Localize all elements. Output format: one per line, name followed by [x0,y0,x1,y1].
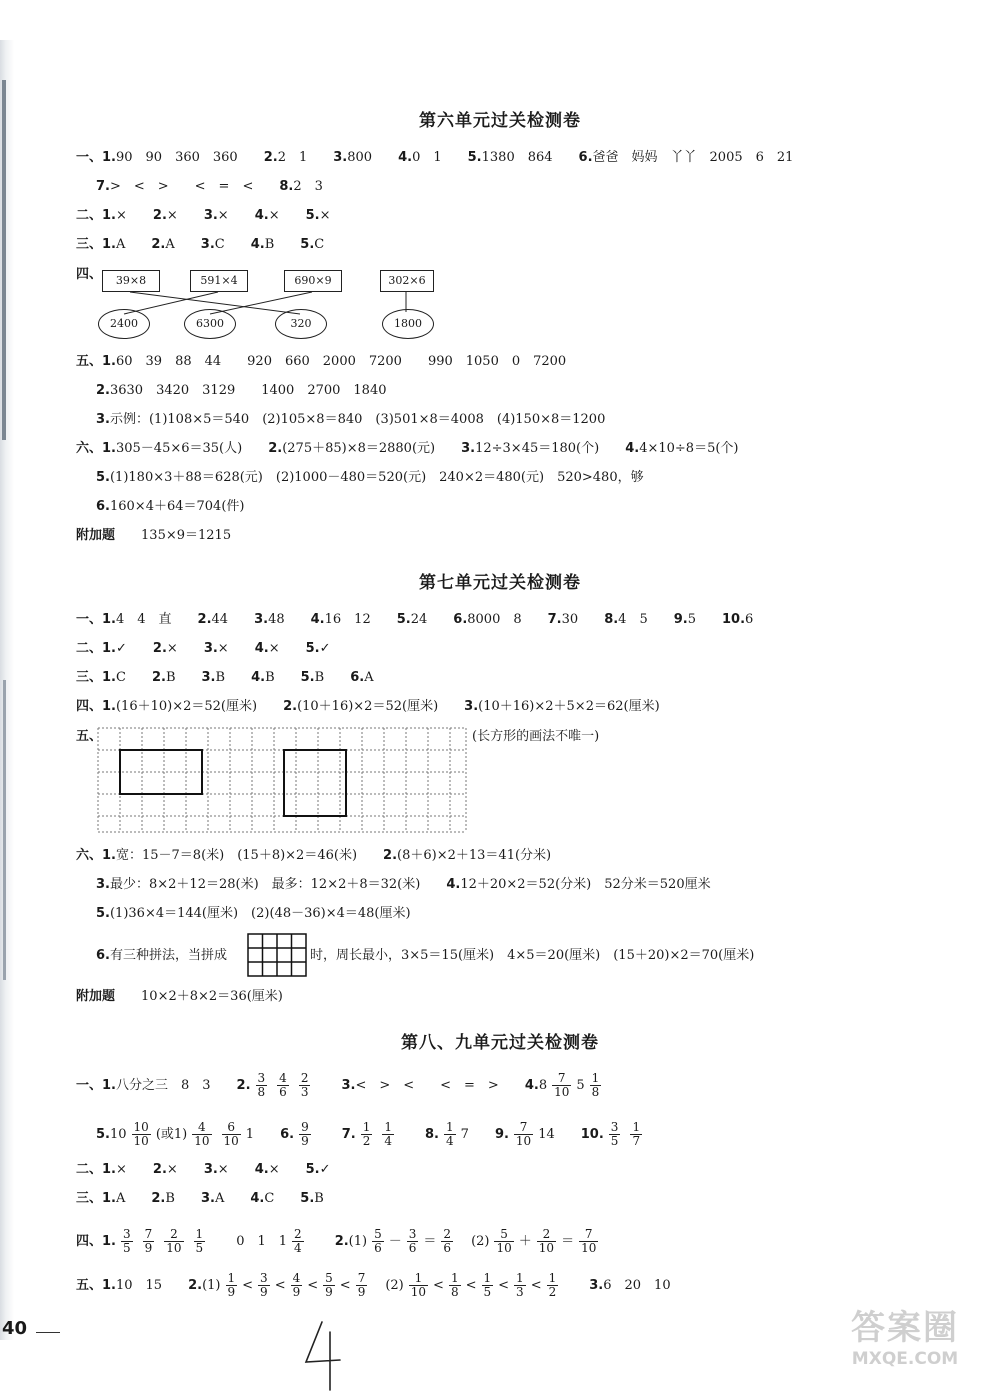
s7-row4: 四、1.(16＋10)×2＝52(厘米) 2.(10＋16)×2＝52(厘米) 3.(10＋16)×2＋5×2＝62(厘米) [76,699,660,714]
s89-row3: 二、1.× 2.× 3.× 4.× 5.✓ [76,1162,331,1177]
s89-row4: 三、1.A 2.B 3.A 4.C 5.B [76,1191,324,1206]
page-number: 40 [2,1318,28,1339]
match-ellipse-3: 320 [275,309,327,339]
match-lines [0,0,1000,400]
match-ellipse-2: 6300 [184,309,236,339]
section-6-title: 第六单元过关检测卷 [419,111,581,131]
s6-row8: 3.示例：(1)108×5＝540 (2)105×8＝840 (3)501×8＝4008 (4)150×8＝1200 [96,412,606,427]
s7-row3: 三、1.C 2.B 3.B 4.B 5.B 6.A [76,670,374,685]
s89-row6: 五、1.10 15 2.(1) $\frac{1}{9}$ < $\frac{3}{9}$ < $\frac{4}{9}$ < $\frac{5}{9}$ < $\frac{7}{9}$ (2) $\frac{1}{10}$ < $\frac{1}{8}$ < $\frac{1}{5}$ < $\frac{1}{3}$ < $\frac{1}{2}$ 3.6 20 10 [76,1271,671,1299]
s6-row6: 五、1.60 39 88 44 920 660 2000 7200 990 1050 0 7200 [76,354,567,369]
s7-row7: 3.最少：8×2＋12＝28(米) 最多：12×2＋8＝32(米) 4.12＋20×2＝52(分米) 52分米＝520厘米 [96,877,711,892]
s89-row5: 四、1. $\frac{3}{5}$ $\frac{7}{9}$ $\frac{2}{10}$ $\frac{1}{5}$ 0 1 1 $\frac{2}{4}$ 2.(1) $\frac{5}{6}$ － $\frac{3}{6}$ ＝ $\frac{2}{6}$ (2) $\frac{5}{10}$ ＋ $\frac{2}{10}$ ＝ $\frac{7}{10}$ [76,1227,597,1255]
match-ellipse-4: 1800 [382,309,434,339]
drawing-note: (长方形的画法不唯一) [472,729,600,744]
s7-row9-b: 时，周长最小，3×5＝15(厘米) 4×5＝20(厘米) (15＋20)×2＝70(厘米) [310,948,755,963]
match-box-1: 39×8 [102,270,160,292]
s89-row1: 一、1.八分之三 8 3 2. $\frac{3}{8}$ $\frac{4}{6}$ $\frac{2}{3}$ 3.< > < < = > 4.8 $\frac{7}{10}$ 5 $\frac{1}{8}$ [76,1071,600,1099]
rectangle-drawing [120,750,202,794]
small-grid-figure [246,932,308,978]
match-box-2: 591×4 [190,270,248,292]
handwritten-mark [300,1318,360,1394]
section-89-title: 第八、九单元过关检测卷 [401,1033,599,1053]
s7-bonus: 附加题 10×2＋8×2＝36(厘米) [76,989,283,1004]
s7-row2: 二、1.✓ 2.× 3.× 4.× 5.✓ [76,641,331,656]
match-ellipse-1: 2400 [98,309,150,339]
s6-row11: 6.160×4＋64＝704(件) [96,499,245,514]
s6-row3: 二、1.× 2.× 3.× 4.× 5.× [76,208,331,223]
match-box-4: 302×6 [380,270,434,292]
s6-row9: 六、1.305－45×6＝35(人) 2.(275＋85)×8＝2880(元) 3.12÷3×45＝180(个) 4.4×10÷8＝5(个) [76,441,739,456]
s7-row6: 六、1.宽：15－7＝8(米) (15＋8)×2＝46(米) 2.(8＋6)×2＋13＝41(分米) [76,848,552,863]
s6-row10: 5.(1)180×3＋88＝628(元) (2)1000－480＝520(元) 240×2＝480(元) 520>480，够 [96,470,644,485]
watermark: 答案圈 MXQE.COM [851,1308,959,1369]
s6-bonus: 附加题 135×9＝1215 [76,528,232,543]
s6-row4: 三、1.A 2.A 3.C 4.B 5.C [76,237,325,252]
s7-row1: 一、1.4 4 直 2.44 3.48 4.16 12 5.24 6.8000 8 7.30 8.4 5 9.5 10.6 [76,612,754,627]
page-number-rule [36,1332,60,1333]
match-box-3: 690×9 [284,270,342,292]
dotted-grid [96,726,470,836]
s6-row1: 一、1.90 90 360 360 2.2 1 3.800 4.0 1 5.1380 864 6.爸爸 妈妈 丫丫 2005 6 21 [76,150,794,165]
s6-row7: 2.3630 3420 3129 1400 2700 1840 [96,383,387,398]
section-7-title: 第七单元过关检测卷 [419,573,581,593]
square-drawing [284,750,346,816]
s7-row8: 5.(1)36×4＝144(厘米) (2)(48－36)×4＝48(厘米) [96,906,411,921]
s7-row9-a: 6.有三种拼法，当拼成 [96,948,227,963]
s6-row5-label: 四、 [76,267,103,282]
s7-row5-label: 五、 [76,729,103,744]
s6-row2: 7.> < > < = < 8.2 3 [96,179,323,194]
s89-row2: 5.10 $\frac{10}{10}$ (或1) $\frac{4}{10}$ $\frac{6}{10}$ 1 6. $\frac{9}{9}$ 7. $\frac{1}{2}$ $\frac{1}{4}$ 8. $\frac{1}{4}$ 7 9. $\frac{7}{10}$ 14 10. $\frac{3}{5}$ $\frac{1}{7}$ [96,1120,641,1148]
